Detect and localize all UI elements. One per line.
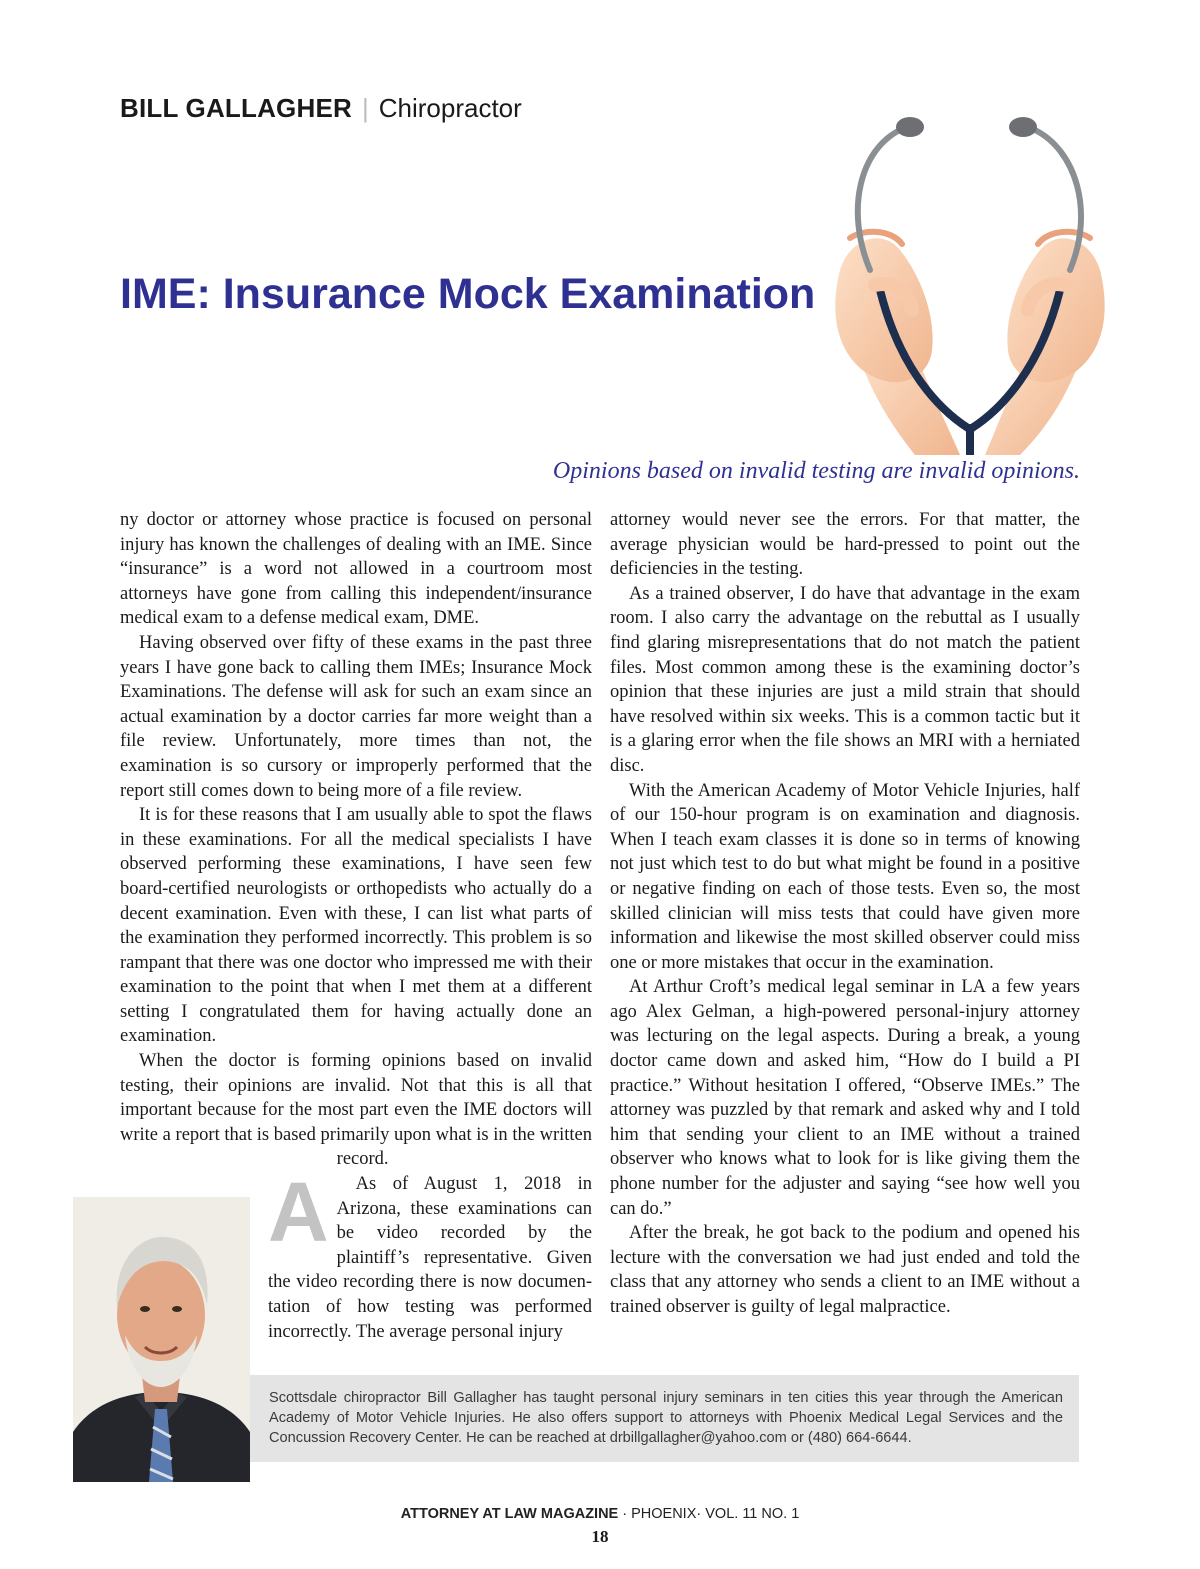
paragraph: attorney would never see the errors. For that matter, the average physician would be hard-pressed to point out the deficiencies in the testing.: [610, 510, 1080, 580]
stethoscope-illustration: [820, 110, 1120, 455]
byline-separator: |: [361, 93, 369, 123]
paragraph: After the break, he got back to the podium and opened his lecture with the conversation we had just ended and told the class that any attorney who sends a client to an IME without a trained observer is guilty of legal malpractice.: [610, 1223, 1080, 1317]
pull-quote: Opinions based on invalid testing are invalid opinions.: [552, 458, 1080, 484]
article-column-right: [610, 508, 1080, 1370]
stethoscope-icon: [820, 110, 1120, 455]
paragraph: It is for these reasons that I am usually able to spot the flaws in these examinations. For all the medical specialists I have observed performing these examinations, I have seen few board-certified neurologists or orthopedists who actually do a decent examination. Even with these, I can list what parts of the examination they performed incorrectly. This problem is so rampant that there was one doctor who impressed me with their examination to the point that when I met them at a different setting I congratulated them for having actually done an examination.: [120, 805, 592, 1047]
author-name: BILL GALLAGHER: [120, 93, 352, 123]
page-number: 18: [591, 1527, 609, 1546]
paragraph: At Arthur Croft’s medical legal seminar in LA a few years ago Alex Gelman, a high-powered personal-injury attorney was lecturing on the legal aspects. During a break, a young doctor came down and asked him, “How do I build a PI practice.” Without hesitation I offered, “Observe IMEs.” The attorney was puzzled by that remark and asked why and I told him that sending your client to an IME without a trained observer who knows what to look for is like giving them the phone number for the adjuster and saying “see how well you can do.”: [610, 977, 1080, 1219]
author-role: Chiropractor: [378, 93, 522, 123]
paragraph: Having observed over fifty of these exams in the past three years I have gone back to calling them IMEs; Insurance Mock Examinations. The defense will ask for such an exam since an actual examination by a doctor carries far more weight than a file review. Unfortunately, more times than not, the examination is so cursory or improperly performed that the report still comes down to being more of a file review.: [120, 632, 592, 801]
magazine-name: ATTORNEY AT LAW MAGAZINE: [400, 1506, 619, 1522]
paragraph: As of August 1, 2018 in Arizona, these examinations can be video recorded by the plaintiff’s representative. Given the video recording there is now documentation of how testing was performed incorrectly. The average personal injury: [268, 1174, 592, 1342]
article-title: IME: Insurance Mock Examination: [120, 270, 816, 318]
author-portrait-icon: [73, 1197, 250, 1482]
author-bio: Scottsdale chiropractor Bill Gallagher has taught personal injury seminars in ten cities this year through the American Academy of Motor Vehicle Injuries. He also offers support to attorneys with Phoenix Medical Legal Services and the Concussion Recovery Center. He can be reached at drbillgallagher@yahoo.com or (480) 664-6644.: [250, 1375, 1079, 1462]
paragraph: When the doctor is forming opinions based on invalid testing, their opinions are invalid. Not that this is all that important because for the most part even the IME doctors will write a report that is based primarily upon what is in the written record.: [120, 1051, 592, 1170]
magazine-footer: [0, 1503, 1200, 1525]
drop-cap: A: [268, 1165, 329, 1259]
paragraph: With the American Academy of Motor Vehicle Injuries, half of our 150-hour program is on examination and diagnosis. When I teach exam classes it is done so in terms of knowing not just which test to do but what might be found in a positive or negative finding on each of those tests. Even so, the most skilled clinician will miss tests that could have given more information and likewise the most skilled observer could miss one or more mistakes that occur in the examination.: [610, 780, 1080, 973]
paragraph: ny doctor or attorney whose practice is focused on personal injury has known the challenges of dealing with an IME. Since “insurance” is a word not allowed in a courtroom most attorneys have gone from calling this independent/insurance medical exam to a defense medical exam, DME.: [120, 510, 592, 629]
magazine-edition: · PHOENIX· VOL. 11 NO. 1: [618, 1506, 800, 1522]
paragraph: As a trained observer, I do have that advantage in the exam room. I also carry the advantage on the rebuttal as I usually find glaring misrepresentations that do not match the patient files. Most common among these is the examining doctor’s opinion that these injuries are just a mild strain that should have resolved within six weeks. This is a common tactic but it is a glaring error when the file shows an MRI with a herniated disc.: [610, 583, 1080, 776]
author-photo: [73, 1197, 250, 1482]
byline: [120, 90, 522, 126]
